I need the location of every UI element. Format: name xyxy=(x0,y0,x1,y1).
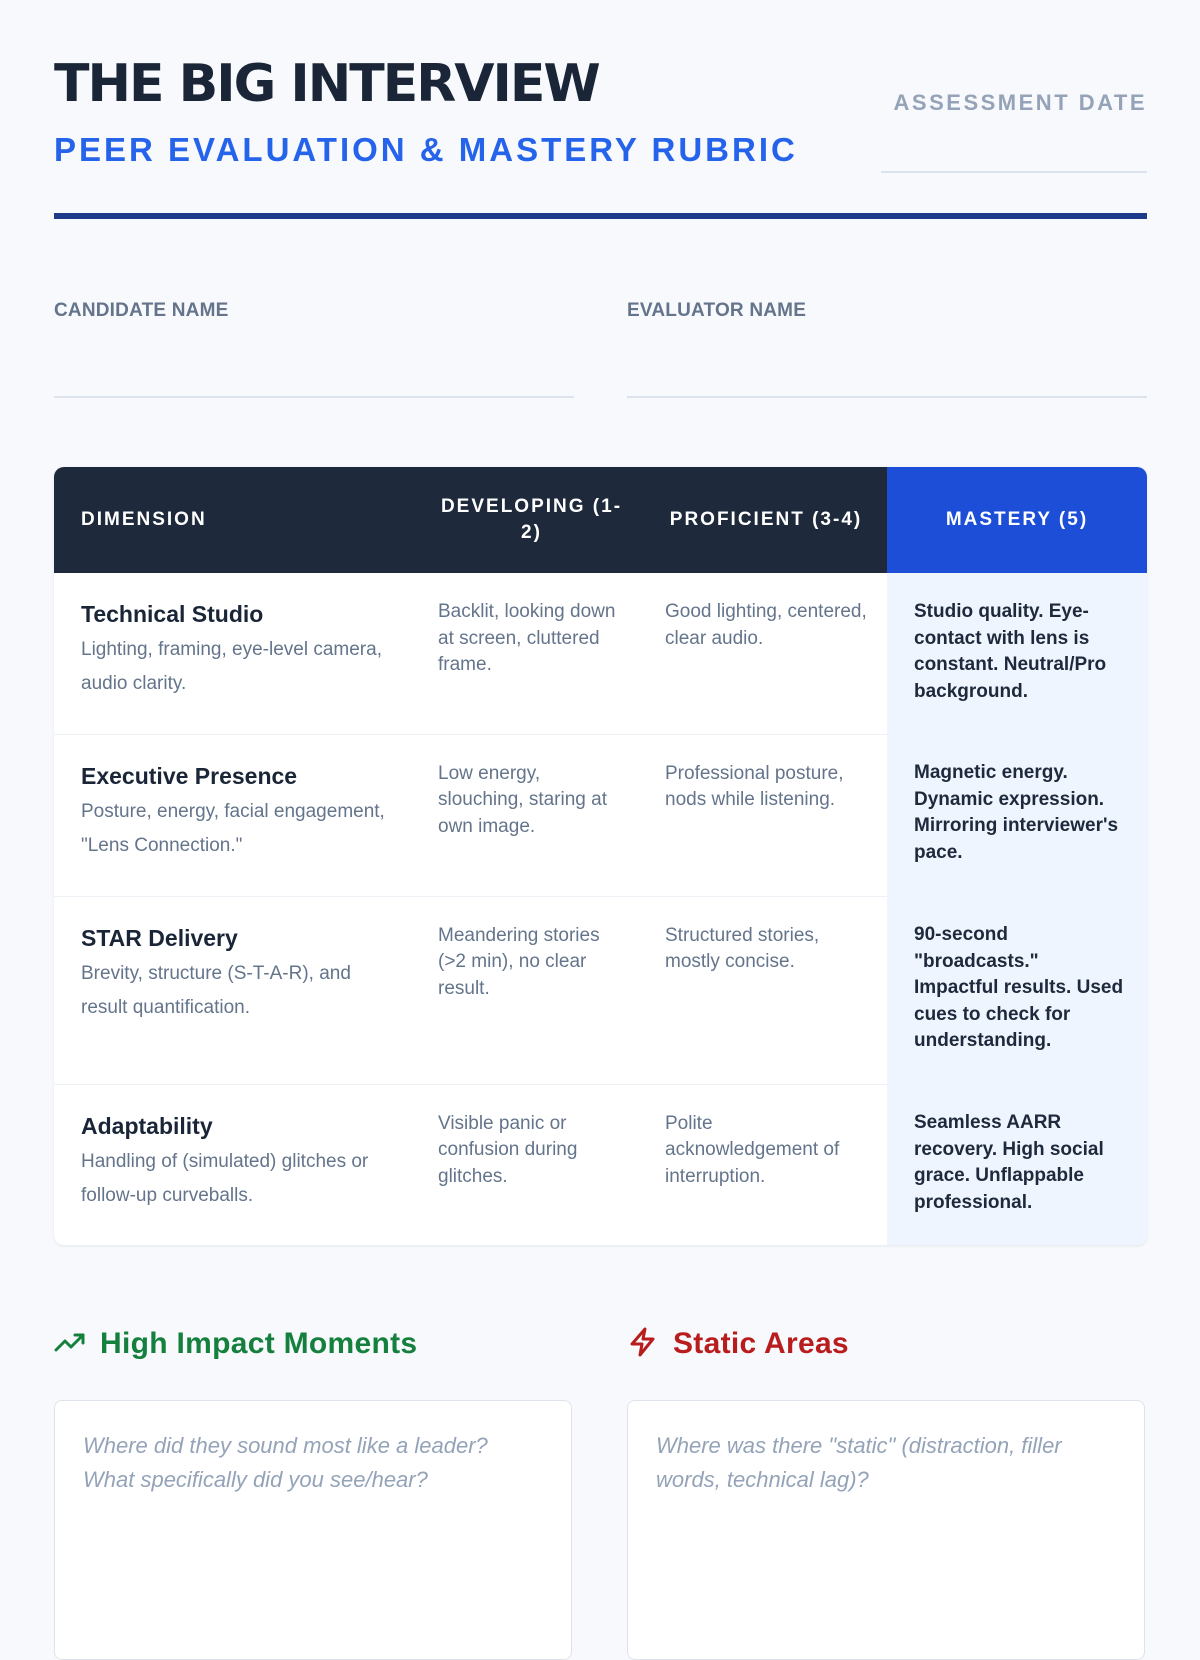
page-header xyxy=(54,0,1147,220)
dimension-description: Posture, energy, facial engagement, "Lens Connection." xyxy=(81,800,385,856)
page-title: THE BIG INTERVIEW xyxy=(54,54,599,114)
high-impact-notes-input[interactable]: Where did they sound most like a leader? What specifically did you see/hear? xyxy=(54,1400,572,1660)
dimension-cell xyxy=(54,734,418,896)
column-header-mastery: MASTERY (5) xyxy=(887,467,1147,573)
proficient-cell: Good lighting, centered, clear audio. xyxy=(665,601,867,649)
header-divider xyxy=(54,213,1147,219)
developing-cell: Low energy, slouching, staring at own image. xyxy=(418,734,645,896)
evaluator-name-label: EVALUATOR NAME xyxy=(627,300,807,321)
dimension-name: Executive Presence xyxy=(81,762,298,789)
static-areas-header xyxy=(627,1322,1147,1366)
proficient-cell: Polite acknowledgement of interruption. xyxy=(645,1084,887,1245)
table-row xyxy=(54,573,1147,734)
evaluator-name-field xyxy=(627,300,1147,322)
column-header-proficient: PROFICIENT (3-4) xyxy=(645,467,887,573)
dimension-name: Adaptability xyxy=(81,1112,213,1139)
mastery-cell: Studio quality. Eye-contact with lens is constant. Neutral/Pro background. xyxy=(887,573,1147,734)
dimension-cell xyxy=(54,896,418,1084)
developing-cell: Visible panic or confusion during glitches. xyxy=(418,1084,645,1245)
mastery-cell: Seamless AARR recovery. High social grace. Unflappable professional. xyxy=(887,1084,1147,1245)
dimension-cell xyxy=(54,573,418,734)
dimension-cell xyxy=(54,1084,418,1245)
column-header-dimension: DIMENSION xyxy=(54,467,418,573)
mastery-cell: 90-second "broadcasts." Impactful results. Used cues to check for understanding. xyxy=(887,896,1147,1084)
table-row xyxy=(54,1084,1147,1245)
proficient-cell: Professional posture, nods while listening. xyxy=(645,734,887,896)
high-impact-section xyxy=(54,1322,574,1492)
column-header-developing: DEVELOPING (1-2) xyxy=(418,467,645,573)
evaluator-name-input[interactable] xyxy=(627,396,1147,398)
candidate-name-input[interactable] xyxy=(54,396,574,398)
trending-up-icon xyxy=(54,1328,100,1361)
rubric-header-row xyxy=(54,467,1147,573)
table-row xyxy=(54,734,1147,896)
dimension-name: Technical Studio xyxy=(81,601,264,627)
page-subtitle: PEER EVALUATION & MASTERY RUBRIC xyxy=(54,131,798,168)
high-impact-header xyxy=(54,1322,574,1366)
dimension-description: Brevity, structure (S-T-A-R), and result quantification. xyxy=(81,962,351,1018)
assessment-date-label: ASSESSMENT DATE xyxy=(893,90,1147,115)
lightning-icon xyxy=(627,1326,673,1363)
candidate-name-field xyxy=(54,300,574,322)
mastery-cell: Magnetic energy. Dynamic expression. Mirroring interviewer's pace. xyxy=(887,734,1147,896)
dimension-name: STAR Delivery xyxy=(81,924,238,951)
developing-cell: Meandering stories (>2 min), no clear result. xyxy=(418,896,645,1084)
dimension-description: Lighting, framing, eye-level camera, audio clarity. xyxy=(81,639,382,694)
static-areas-title: Static Areas xyxy=(673,1327,849,1360)
static-areas-section xyxy=(627,1322,1147,1492)
developing-cell: Backlit, looking down at screen, cluttered frame. xyxy=(438,601,616,675)
high-impact-title: High Impact Moments xyxy=(100,1327,418,1360)
rubric-page xyxy=(54,0,1147,1492)
proficient-cell: Structured stories, mostly concise. xyxy=(645,896,887,1084)
rubric-table xyxy=(54,467,1147,1245)
candidate-name-label: CANDIDATE NAME xyxy=(54,300,229,321)
table-row xyxy=(54,896,1147,1084)
dimension-description: Handling of (simulated) glitches or follow-up curveballs. xyxy=(81,1150,369,1206)
static-areas-notes-input[interactable]: Where was there "static" (distraction, filler words, technical lag)? xyxy=(627,1400,1145,1660)
assessment-date-field[interactable] xyxy=(881,171,1147,173)
